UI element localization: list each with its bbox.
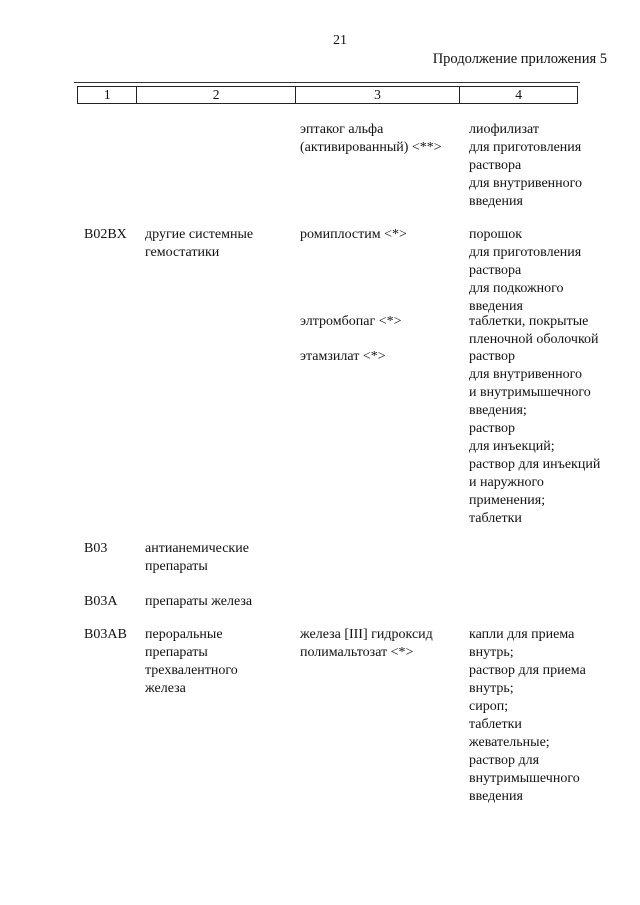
- page-number: 21: [333, 33, 347, 48]
- dosage-form-line: капли для приема: [469, 627, 575, 642]
- group-name: [145, 540, 285, 576]
- dosage-form-line: раствор для: [469, 753, 540, 768]
- dosage-form: [469, 121, 629, 211]
- dosage-form-line: жевательные;: [469, 735, 550, 750]
- dosage-form-line: таблетки: [469, 717, 522, 732]
- top-rule: [74, 82, 580, 83]
- group-name: [145, 626, 285, 698]
- dosage-form-line: для подкожного: [469, 281, 564, 296]
- dosage-form-line: применения;: [469, 493, 546, 508]
- dosage-form-line: раствор: [469, 349, 516, 364]
- dosage-form-line: для внутривенного: [469, 176, 583, 191]
- drug-name-line: этамзилат <*>: [300, 349, 386, 364]
- dosage-form: [469, 313, 629, 349]
- group-name-line: гемостатики: [145, 245, 220, 260]
- dosage-form-line: для внутривенного: [469, 367, 583, 382]
- atc-code: B03A: [84, 594, 118, 609]
- drug-name-line: ромиплостим <*>: [300, 227, 407, 242]
- column-header-2: 2: [137, 87, 295, 104]
- column-header-1: 1: [78, 87, 137, 104]
- column-header-3: 3: [295, 87, 459, 104]
- drug-name: [300, 121, 465, 157]
- group-name-line: препараты: [145, 559, 208, 574]
- atc-code: B02BX: [84, 227, 127, 242]
- dosage-form-line: пленочной оболочкой: [469, 332, 599, 347]
- dosage-form-line: внутрь;: [469, 645, 514, 660]
- dosage-form-line: раствора: [469, 263, 522, 278]
- dosage-form-line: внутрь;: [469, 681, 514, 696]
- group-name-line: трехвалентного: [145, 663, 238, 678]
- dosage-form: [469, 226, 629, 316]
- group-name-line: железа: [145, 681, 186, 696]
- drug-name: [300, 226, 465, 244]
- group-name-line: препараты: [145, 645, 208, 660]
- dosage-form-line: и наружного: [469, 475, 544, 490]
- dosage-form-line: и внутримышечного: [469, 385, 591, 400]
- group-name-line: пероральные: [145, 627, 223, 642]
- dosage-form-line: лиофилизат: [469, 122, 540, 137]
- dosage-form-line: для инъекций;: [469, 439, 555, 454]
- dosage-form-line: раствор для инъекций: [469, 457, 601, 472]
- atc-code: B03AB: [84, 627, 127, 642]
- atc-code: B03: [84, 541, 108, 556]
- column-header-4: 4: [460, 87, 578, 104]
- group-name: [145, 593, 285, 611]
- dosage-form-line: раствора: [469, 158, 522, 173]
- group-name-line: антианемические: [145, 541, 249, 556]
- drug-name-line: полимальтозат <*>: [300, 645, 414, 660]
- drug-name-line: элтромбопаг <*>: [300, 314, 402, 329]
- dosage-form-line: для приготовления: [469, 245, 582, 260]
- drug-name: [300, 348, 465, 366]
- group-name-line: препараты железа: [145, 594, 253, 609]
- group-name-line: другие системные: [145, 227, 254, 242]
- dosage-form-line: введения: [469, 789, 523, 804]
- dosage-form-line: введения: [469, 299, 523, 314]
- drug-name-line: эптаког альфа: [300, 122, 384, 137]
- drug-name: [300, 626, 465, 662]
- dosage-form: [469, 348, 629, 528]
- group-name: [145, 226, 285, 262]
- dosage-form-line: сироп;: [469, 699, 509, 714]
- dosage-form-line: порошок: [469, 227, 523, 242]
- dosage-form-line: для приготовления: [469, 140, 582, 155]
- column-header-row: [77, 86, 578, 104]
- drug-name-line: (активированный) <**>: [300, 140, 442, 155]
- dosage-form-line: введения: [469, 194, 523, 209]
- dosage-form-line: введения;: [469, 403, 527, 418]
- dosage-form-line: таблетки: [469, 511, 522, 526]
- dosage-form: [469, 626, 629, 806]
- drug-name-line: железа [III] гидроксид: [300, 627, 433, 642]
- dosage-form-line: внутримышечного: [469, 771, 580, 786]
- continuation-heading: Продолжение приложения 5: [432, 51, 607, 67]
- dosage-form-line: таблетки, покрытые: [469, 314, 589, 329]
- dosage-form-line: раствор: [469, 421, 516, 436]
- drug-name: [300, 313, 465, 331]
- dosage-form-line: раствор для приема: [469, 663, 586, 678]
